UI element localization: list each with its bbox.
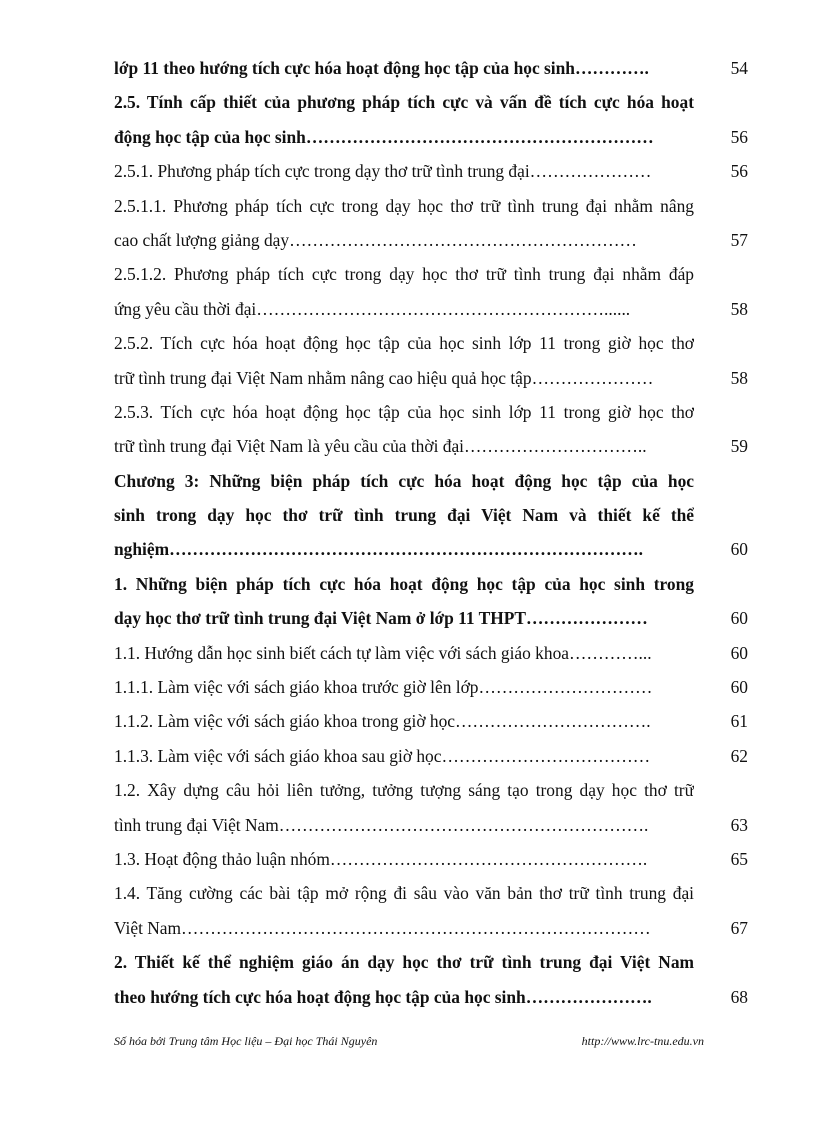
toc-entry-text: 2.5.3. Tích cực hóa hoạt động học tập của học sinh lớp 11 trong giờ học thơ <box>114 401 694 422</box>
toc-page-number: 68 <box>730 986 748 1007</box>
toc-entry-text: theo hướng tích cực hóa hoạt động học tập của học sinh…………………. <box>114 986 652 1007</box>
table-of-contents <box>114 51 754 1014</box>
toc-entry-text: nghiệm………………………………………………………………………. <box>114 539 643 560</box>
toc-entry <box>114 911 754 945</box>
toc-entry-text: 2. Thiết kế thể nghiệm giáo án dạy học thơ trữ tình trung đại Việt Nam <box>114 952 694 973</box>
toc-entry-text: động học tập của học sinh…………………………………………………… <box>114 126 654 147</box>
toc-entry <box>114 361 754 395</box>
toc-entry <box>114 773 754 807</box>
toc-page-number: 60 <box>730 539 748 560</box>
toc-entry <box>114 532 754 566</box>
footer-url: http://www.lrc-tnu.edu.vn <box>581 1034 704 1048</box>
toc-entry-text: Việt Nam……………………………………………………………………… <box>114 917 651 938</box>
toc-page-number: 60 <box>730 677 748 698</box>
toc-page-number: 63 <box>730 814 748 835</box>
toc-entry-text: ứng yêu cầu thời đại……………………………………………………...... <box>114 298 631 319</box>
toc-entry-text: 1.1.2. Làm việc với sách giáo khoa trong giờ học……………………………. <box>114 711 651 732</box>
toc-entry-text: 1.1.1. Làm việc với sách giáo khoa trước giờ lên lớp………………………… <box>114 677 653 698</box>
toc-entry-text: 1. Những biện pháp tích cực hóa hoạt động học tập của học sinh trong <box>114 573 694 594</box>
toc-page-number: 62 <box>730 745 748 766</box>
toc-entry-text: 1.3. Hoạt động thảo luận nhóm………………………………………………. <box>114 848 648 869</box>
toc-entry <box>114 326 754 360</box>
toc-entry <box>114 498 754 532</box>
toc-entry <box>114 395 754 429</box>
toc-entry-text: sinh trong dạy học thơ trữ tình trung đại Việt Nam và thiết kế thể <box>114 505 694 526</box>
toc-entry <box>114 120 754 154</box>
toc-entry-text: dạy học thơ trữ tình trung đại Việt Nam ở lớp 11 THPT………………… <box>114 608 648 629</box>
toc-entry <box>114 808 754 842</box>
toc-entry-text: 1.4. Tăng cường các bài tập mở rộng đi sâu vào văn bản thơ trữ tình trung đại <box>114 883 694 904</box>
toc-entry <box>114 636 754 670</box>
toc-entry-text: 1.2. Xây dựng câu hỏi liên tưởng, tưởng tượng sáng tạo trong dạy học thơ trữ <box>114 780 694 801</box>
toc-entry-text: cao chất lượng giảng dạy…………………………………………………… <box>114 229 637 250</box>
toc-entry <box>114 154 754 188</box>
toc-entry <box>114 842 754 876</box>
toc-page-number: 54 <box>730 58 748 78</box>
toc-page-number: 56 <box>730 126 748 147</box>
toc-entry-text: 2.5.1.2. Phương pháp tích cực trong dạy học thơ trữ tình trung đại nhằm đáp <box>114 264 694 285</box>
toc-page-number: 58 <box>730 367 748 388</box>
toc-entry <box>114 292 754 326</box>
toc-entry <box>114 464 754 498</box>
toc-entry-text: tình trung đại Việt Nam………………………………………………………. <box>114 814 649 835</box>
toc-entry <box>114 980 754 1014</box>
toc-entry-text: 1.1. Hướng dẫn học sinh biết cách tự làm việc với sách giáo khoa…………... <box>114 642 652 663</box>
toc-entry <box>114 567 754 601</box>
toc-entry-text: 2.5.1.1. Phương pháp tích cực trong dạy học thơ trữ tình trung đại nhằm nâng <box>114 195 694 216</box>
toc-entry <box>114 429 754 463</box>
toc-page-number: 60 <box>730 642 748 663</box>
toc-entry-text: 2.5.2. Tích cực hóa hoạt động học tập của học sinh lớp 11 trong giờ học thơ <box>114 333 694 354</box>
toc-page-number: 57 <box>730 229 748 250</box>
toc-page-number: 58 <box>730 298 748 319</box>
toc-entry <box>114 51 754 85</box>
page-footer <box>114 1034 704 1054</box>
toc-entry <box>114 85 754 119</box>
toc-page-number: 61 <box>730 711 748 732</box>
footer-source: Số hóa bởi Trung tâm Học liệu – Đại học Thái Nguyên <box>114 1034 378 1048</box>
toc-entry <box>114 945 754 979</box>
toc-entry-text: 2.5.1. Phương pháp tích cực trong dạy thơ trữ tình trung đại………………… <box>114 161 652 182</box>
toc-entry-text: Chương 3: Những biện pháp tích cực hóa hoạt động học tập của học <box>114 470 694 491</box>
toc-entry-text: 2.5. Tính cấp thiết của phương pháp tích cực và vấn đề tích cực hóa hoạt <box>114 92 694 113</box>
toc-entry <box>114 223 754 257</box>
toc-entry-text: trữ tình trung đại Việt Nam nhằm nâng cao hiệu quả học tập………………… <box>114 367 654 388</box>
toc-page-number: 59 <box>730 436 748 457</box>
toc-entry <box>114 739 754 773</box>
toc-entry <box>114 876 754 910</box>
toc-entry <box>114 601 754 635</box>
toc-page-number: 60 <box>730 608 748 629</box>
toc-page-number: 56 <box>730 161 748 182</box>
toc-entry-text: 1.1.3. Làm việc với sách giáo khoa sau giờ học……………………………… <box>114 745 651 766</box>
toc-entry-text: lớp 11 theo hướng tích cực hóa hoạt động học tập của học sinh…………. <box>114 58 649 78</box>
toc-entry <box>114 257 754 291</box>
toc-entry <box>114 704 754 738</box>
toc-entry <box>114 670 754 704</box>
toc-entry-text: trữ tình trung đại Việt Nam là yêu cầu của thời đại………………………….. <box>114 436 647 457</box>
toc-page-number: 67 <box>730 917 748 938</box>
toc-entry <box>114 189 754 223</box>
toc-page-number: 65 <box>730 848 748 869</box>
